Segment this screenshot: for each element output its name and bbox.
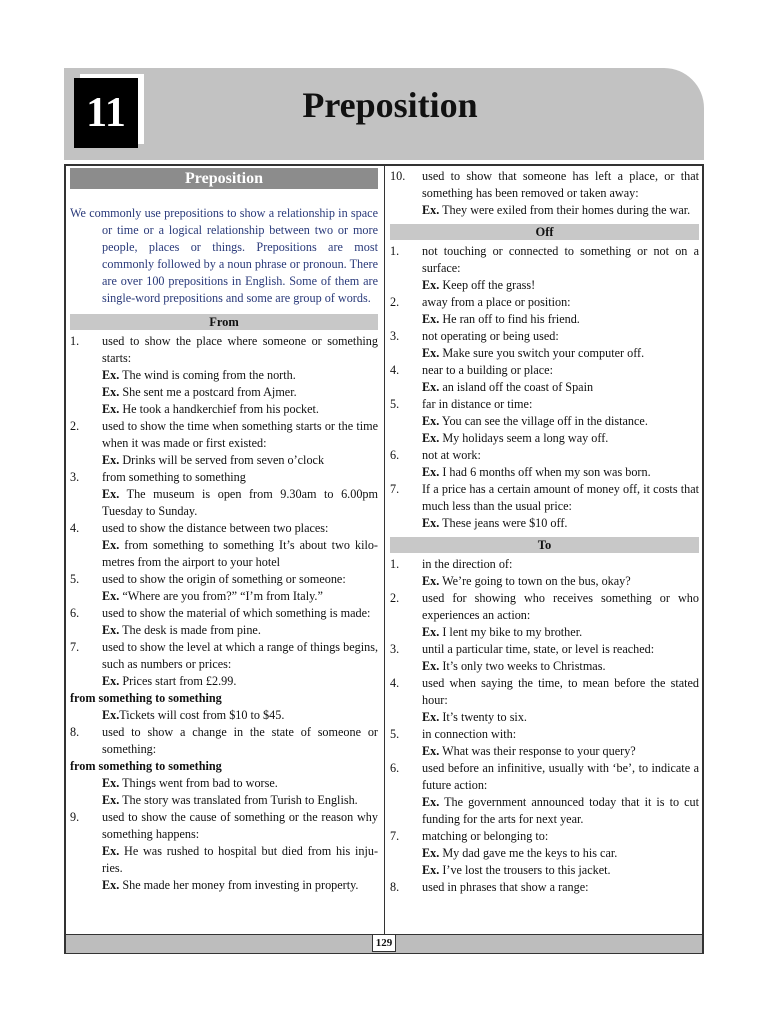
example-text: Keep off the grass!	[439, 278, 536, 292]
item-number: 4.	[390, 363, 400, 377]
example-sentence	[70, 537, 378, 571]
example-sentence	[390, 624, 699, 641]
example-label: Ex.	[422, 710, 440, 724]
list-item	[390, 590, 699, 624]
example-text: She made her money from investing in property.	[119, 878, 359, 892]
item-definition: used to show the level at which a range of things begins, such as numbers or prices:	[102, 640, 378, 671]
example-text: She sent me a postcard from Ajmer.	[119, 385, 297, 399]
item-definition: used to show a change in the state of someone or something:	[102, 725, 378, 756]
item-definition: until a particular time, state, or level is reached:	[422, 642, 655, 656]
example-sentence	[390, 743, 699, 760]
intro-paragraph: We commonly use prepositions to show a relationship in space or time or a logical relationship between two or more people, places or things. Prepositions are most commonly followed by a noun phrase or pronoun. There are over 100 prepositions in English. Some of them are single-word prepositions and some are group of words.	[70, 206, 378, 305]
example-sentence	[70, 367, 378, 384]
item-definition: away from a place or position:	[422, 295, 571, 309]
example-sentence	[390, 345, 699, 362]
example-text: Things went from bad to worse.	[119, 776, 278, 790]
example-text: “Where are you from?” “I’m from Italy.”	[119, 589, 323, 603]
item-definition: not operating or being used:	[422, 329, 559, 343]
usage-phrase: from something to something	[70, 759, 222, 773]
list-item	[390, 641, 699, 658]
example-text: Prices start from £2.99.	[119, 674, 237, 688]
example-label: Ex.	[102, 793, 120, 807]
example-text: Drinks will be served from seven o’clock	[119, 453, 325, 467]
example-label: Ex.	[422, 516, 440, 530]
example-label: Ex.	[422, 863, 440, 877]
item-number: 6.	[70, 606, 80, 620]
section-heading-off: Off	[390, 224, 699, 240]
example-text: He was rushed to hospital but died from his inju-ries.	[102, 844, 378, 875]
list-item	[390, 447, 699, 464]
list-item	[70, 809, 378, 843]
section-heading-preposition: Preposition	[70, 168, 378, 189]
item-definition: used to show the cause of something or the reason why something happens:	[102, 810, 378, 841]
example-label: Ex.	[102, 368, 120, 382]
example-label: Ex.	[102, 487, 120, 501]
example-label: Ex.	[422, 659, 440, 673]
list-item	[390, 481, 699, 515]
item-number: 2.	[390, 591, 400, 605]
item-number: 1.	[390, 244, 400, 258]
item-definition: in connection with:	[422, 727, 517, 741]
item-number: 7.	[390, 829, 400, 843]
example-sentence	[70, 775, 378, 792]
example-sentence	[390, 515, 699, 532]
example-text: He ran off to find his friend.	[439, 312, 580, 326]
list-item	[70, 520, 378, 537]
example-text: The desk is made from pine.	[119, 623, 261, 637]
example-label: Ex.	[422, 346, 440, 360]
example-label: Ex.	[422, 380, 440, 394]
example-sentence	[70, 486, 378, 520]
example-sentence	[390, 277, 699, 294]
example-sentence	[70, 792, 378, 809]
example-sentence	[390, 413, 699, 430]
example-sentence	[70, 622, 378, 639]
example-text: The government announced today that it is to cut funding for the arts for next year.	[422, 795, 699, 826]
example-sentence	[390, 311, 699, 328]
item-definition: used to show that someone has left a place, or that something has been removed or taken away:	[422, 169, 699, 200]
example-label: Ex.	[422, 795, 440, 809]
list-item	[390, 726, 699, 743]
example-label: Ex.	[422, 846, 440, 860]
list-item	[390, 828, 699, 845]
example-label: Ex.	[422, 414, 440, 428]
example-sentence	[390, 794, 699, 828]
list-item	[390, 396, 699, 413]
list-item	[70, 418, 378, 452]
list-item	[390, 243, 699, 277]
item-definition: not at work:	[422, 448, 481, 462]
example-label: Ex.	[422, 203, 440, 217]
example-label: Ex.	[422, 312, 440, 326]
example-text: They were exiled from their homes during the war.	[439, 203, 691, 217]
example-sentence	[390, 658, 699, 675]
item-number: 5.	[390, 727, 400, 741]
example-sentence	[70, 707, 378, 724]
example-text: It’s only two weeks to Christmas.	[439, 659, 606, 673]
example-sentence	[390, 862, 699, 879]
item-definition: If a price has a certain amount of money off, it costs that much less than the usual price:	[422, 482, 699, 513]
column-divider	[384, 164, 385, 934]
item-definition: used for showing who receives something or who experiences an action:	[422, 591, 699, 622]
right-column	[390, 168, 699, 896]
example-text: from something to something It’s about two kilo-metres from the airport to your hotel	[102, 538, 378, 569]
example-sentence	[390, 202, 699, 219]
example-text: It’s twenty to six.	[439, 710, 527, 724]
item-number: 2.	[390, 295, 400, 309]
example-label: Ex.	[102, 674, 120, 688]
usage-phrase: from something to something	[70, 691, 222, 705]
list-item	[390, 879, 699, 896]
list-item	[390, 362, 699, 379]
item-number: 4.	[390, 676, 400, 690]
example-sentence	[390, 464, 699, 481]
page-number: 129	[372, 934, 396, 952]
list-item	[70, 639, 378, 673]
item-number: 9.	[70, 810, 80, 824]
example-text: We’re going to town on the bus, okay?	[439, 574, 631, 588]
example-text: The story was translated from Turish to English.	[119, 793, 358, 807]
example-label: Ex.	[422, 278, 440, 292]
example-label: Ex.	[102, 402, 120, 416]
example-sentence	[70, 843, 378, 877]
example-sentence	[70, 673, 378, 690]
list-item	[70, 469, 378, 486]
item-number: 10.	[390, 169, 406, 183]
list-item	[70, 571, 378, 588]
item-number: 7.	[70, 640, 80, 654]
example-text: I lent my bike to my brother.	[439, 625, 583, 639]
from-entries	[70, 333, 378, 894]
item-number: 6.	[390, 448, 400, 462]
item-definition: used when saying the time, to mean before the stated hour:	[422, 676, 699, 707]
item-number: 3.	[70, 470, 80, 484]
left-column	[70, 168, 378, 894]
item-number: 3.	[390, 642, 400, 656]
item-number: 8.	[390, 880, 400, 894]
item-definition: matching or belonging to:	[422, 829, 549, 843]
example-sentence	[70, 401, 378, 418]
example-text: I had 6 months off when my son was born.	[439, 465, 651, 479]
example-text: My dad gave me the keys to his car.	[439, 846, 618, 860]
list-item	[390, 294, 699, 311]
example-label: Ex.	[422, 744, 440, 758]
example-label: Ex.	[102, 844, 120, 858]
example-sentence	[70, 452, 378, 469]
item-definition: used to show the material of which something is made:	[102, 606, 371, 620]
item-number: 5.	[70, 572, 80, 586]
example-text: Make sure you switch your computer off.	[439, 346, 645, 360]
example-text: an island off the coast of Spain	[439, 380, 594, 394]
example-text: These jeans were $10 off.	[439, 516, 568, 530]
item-definition: far in distance or time:	[422, 397, 533, 411]
item-definition: in the direction of:	[422, 557, 513, 571]
example-label: Ex.	[422, 431, 440, 445]
page-title: Preposition	[302, 85, 478, 125]
example-label: Ex.	[102, 708, 120, 722]
list-item	[390, 556, 699, 573]
item-definition: used before an infinitive, usually with ‘be’, to indicate a future action:	[422, 761, 699, 792]
list-item	[390, 760, 699, 794]
example-sentence	[390, 709, 699, 726]
item-definition: used to show the distance between two places:	[102, 521, 329, 535]
section-heading-from: From	[70, 314, 378, 330]
example-label: Ex.	[102, 623, 120, 637]
example-label: Ex.	[422, 465, 440, 479]
example-sentence	[390, 573, 699, 590]
list-item	[70, 724, 378, 758]
item-definition: near to a building or place:	[422, 363, 553, 377]
item-number: 8.	[70, 725, 80, 739]
list-item	[390, 328, 699, 345]
item-definition: used in phrases that show a range:	[422, 880, 589, 894]
example-label: Ex.	[102, 878, 120, 892]
item-definition: from something to something	[102, 470, 246, 484]
list-item	[390, 675, 699, 709]
example-text: He took a handkerchief from his pocket.	[119, 402, 319, 416]
example-sentence	[70, 384, 378, 401]
continued-entries	[390, 168, 699, 219]
example-label: Ex.	[102, 453, 120, 467]
item-number: 6.	[390, 761, 400, 775]
item-definition: used to show the time when something starts or the time when it was made or first existed:	[102, 419, 378, 450]
item-number: 1.	[390, 557, 400, 571]
example-sentence	[390, 379, 699, 396]
item-number: 2.	[70, 419, 80, 433]
example-text: The wind is coming from the north.	[119, 368, 296, 382]
item-definition: used to show the origin of something or someone:	[102, 572, 346, 586]
example-text: What was their response to your query?	[439, 744, 636, 758]
example-label: Ex.	[422, 625, 440, 639]
example-label: Ex.	[102, 589, 120, 603]
chapter-number: 11	[86, 90, 126, 136]
example-text: My holidays seem a long way off.	[439, 431, 609, 445]
item-number: 3.	[390, 329, 400, 343]
example-label: Ex.	[102, 776, 120, 790]
example-label: Ex.	[102, 385, 120, 399]
item-definition: not touching or connected to something or not on a surface:	[422, 244, 699, 275]
example-text: I’ve lost the trousers to this jacket.	[439, 863, 611, 877]
list-item	[390, 168, 699, 202]
example-text: The museum is open from 9.30am to 6.00pm Tuesday to Sunday.	[102, 487, 378, 518]
example-text: You can see the village off in the distance.	[439, 414, 648, 428]
item-number: 1.	[70, 334, 80, 348]
section-heading-to: To	[390, 537, 699, 553]
example-sentence	[390, 845, 699, 862]
example-sentence	[70, 877, 378, 894]
example-sentence	[70, 588, 378, 605]
example-sentence	[390, 430, 699, 447]
item-definition: used to show the place where someone or something starts:	[102, 334, 378, 365]
item-number: 4.	[70, 521, 80, 535]
item-number: 5.	[390, 397, 400, 411]
to-entries	[390, 556, 699, 896]
example-text: Tickets will cost from $10 to $45.	[119, 708, 285, 722]
example-label: Ex.	[102, 538, 120, 552]
list-item	[70, 333, 378, 367]
item-number: 7.	[390, 482, 400, 496]
list-item	[70, 605, 378, 622]
off-entries	[390, 243, 699, 532]
example-label: Ex.	[422, 574, 440, 588]
